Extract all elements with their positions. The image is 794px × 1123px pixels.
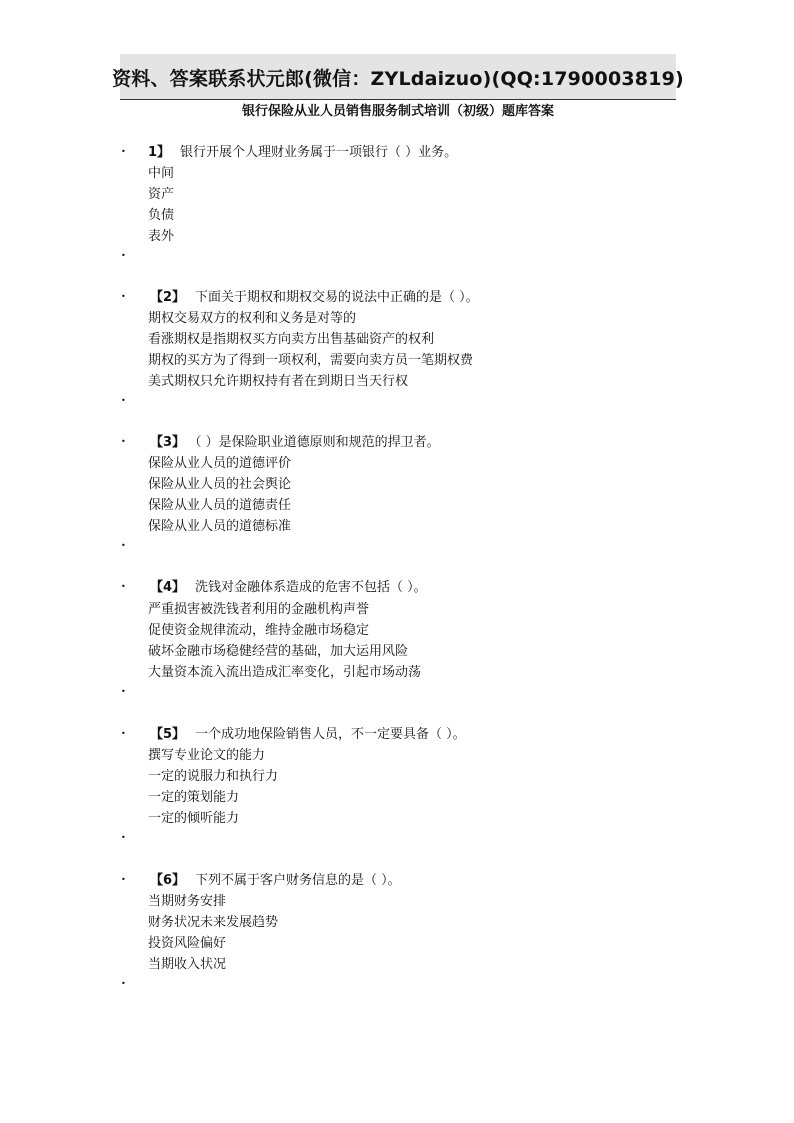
question-text: 下列不属于客户财务信息的是（ ）。 bbox=[195, 873, 401, 888]
question-number: 【4】 bbox=[150, 580, 186, 595]
list-bullet: • bbox=[121, 979, 126, 988]
option: 资产 bbox=[148, 187, 175, 202]
question-number: 1】 bbox=[148, 145, 171, 160]
question-text: 一个成功地保险销售人员，不一定要具备（ ）。 bbox=[195, 727, 466, 742]
question-text: 下面关于期权和期权交易的说法中正确的是（ ）。 bbox=[195, 290, 479, 305]
question-number: 【5】 bbox=[150, 727, 186, 742]
option: 保险从业人员的道德责任 bbox=[148, 498, 292, 513]
question-5 bbox=[150, 725, 466, 745]
question-number: 【2】 bbox=[150, 290, 186, 305]
question-4 bbox=[150, 578, 427, 598]
option: 美式期权只允许期权持有者在到期日当天行权 bbox=[148, 374, 409, 389]
option: 表外 bbox=[148, 229, 175, 244]
list-bullet: • bbox=[121, 729, 126, 738]
question-number: 【3】 bbox=[150, 435, 186, 450]
option: 期权交易双方的权利和义务是对等的 bbox=[148, 311, 357, 326]
list-bullet: • bbox=[121, 437, 126, 446]
document-title: 银行保险从业人员销售服务制式培训（初级）题库答案 bbox=[241, 104, 554, 119]
list-bullet: • bbox=[121, 292, 126, 301]
option: 财务状况未来发展趋势 bbox=[148, 915, 279, 930]
list-bullet: • bbox=[121, 541, 126, 550]
question-text: （ ）是保险职业道德原则和规范的捍卫者。 bbox=[195, 435, 440, 450]
list-bullet: • bbox=[121, 833, 126, 842]
option: 一定的说服力和执行力 bbox=[148, 769, 279, 784]
option: 一定的策划能力 bbox=[148, 790, 240, 805]
option: 看涨期权是指期权买方向卖方出售基础资产的权利 bbox=[148, 332, 435, 347]
list-bullet: • bbox=[121, 687, 126, 696]
option: 保险从业人员的道德评价 bbox=[148, 456, 292, 471]
option: 期权的买方为了得到一项权利，需要向卖方员一笔期权费 bbox=[148, 353, 474, 368]
question-text: 银行开展个人理财业务属于一项银行（ ）业务。 bbox=[180, 145, 458, 160]
option: 撰写专业论文的能力 bbox=[148, 748, 266, 763]
option: 保险从业人员的道德标准 bbox=[148, 519, 292, 534]
option: 当期收入状况 bbox=[148, 957, 227, 972]
question-2 bbox=[150, 288, 479, 308]
option: 严重损害被洗钱者利用的金融机构声誉 bbox=[148, 602, 370, 617]
option: 一定的倾听能力 bbox=[148, 811, 240, 826]
list-bullet: • bbox=[121, 251, 126, 260]
question-1 bbox=[148, 143, 457, 163]
option: 当期财务安排 bbox=[148, 894, 227, 909]
list-bullet: • bbox=[121, 396, 126, 405]
list-bullet: • bbox=[121, 875, 126, 884]
option: 保险从业人员的社会舆论 bbox=[148, 477, 292, 492]
option: 破坏金融市场稳健经营的基础，加大运用风险 bbox=[148, 644, 409, 659]
question-text: 洗钱对金融体系造成的危害不包括（ ）。 bbox=[195, 580, 427, 595]
contact-banner-text: 资料、答案联系状元郎(微信：ZYLdaizuo)(QQ:1790003819) bbox=[112, 67, 684, 90]
question-3 bbox=[150, 433, 440, 453]
option: 大量资本流入流出造成汇率变化，引起市场动荡 bbox=[148, 665, 422, 680]
contact-banner bbox=[112, 54, 684, 100]
list-bullet: • bbox=[121, 147, 126, 156]
option: 负债 bbox=[148, 208, 175, 223]
header-divider bbox=[120, 99, 676, 100]
list-bullet: • bbox=[121, 582, 126, 591]
question-6 bbox=[150, 871, 401, 891]
question-number: 【6】 bbox=[150, 873, 186, 888]
option: 中间 bbox=[148, 166, 175, 181]
option: 促使资金规律流动，维持金融市场稳定 bbox=[148, 623, 370, 638]
option: 投资风险偏好 bbox=[148, 936, 227, 951]
